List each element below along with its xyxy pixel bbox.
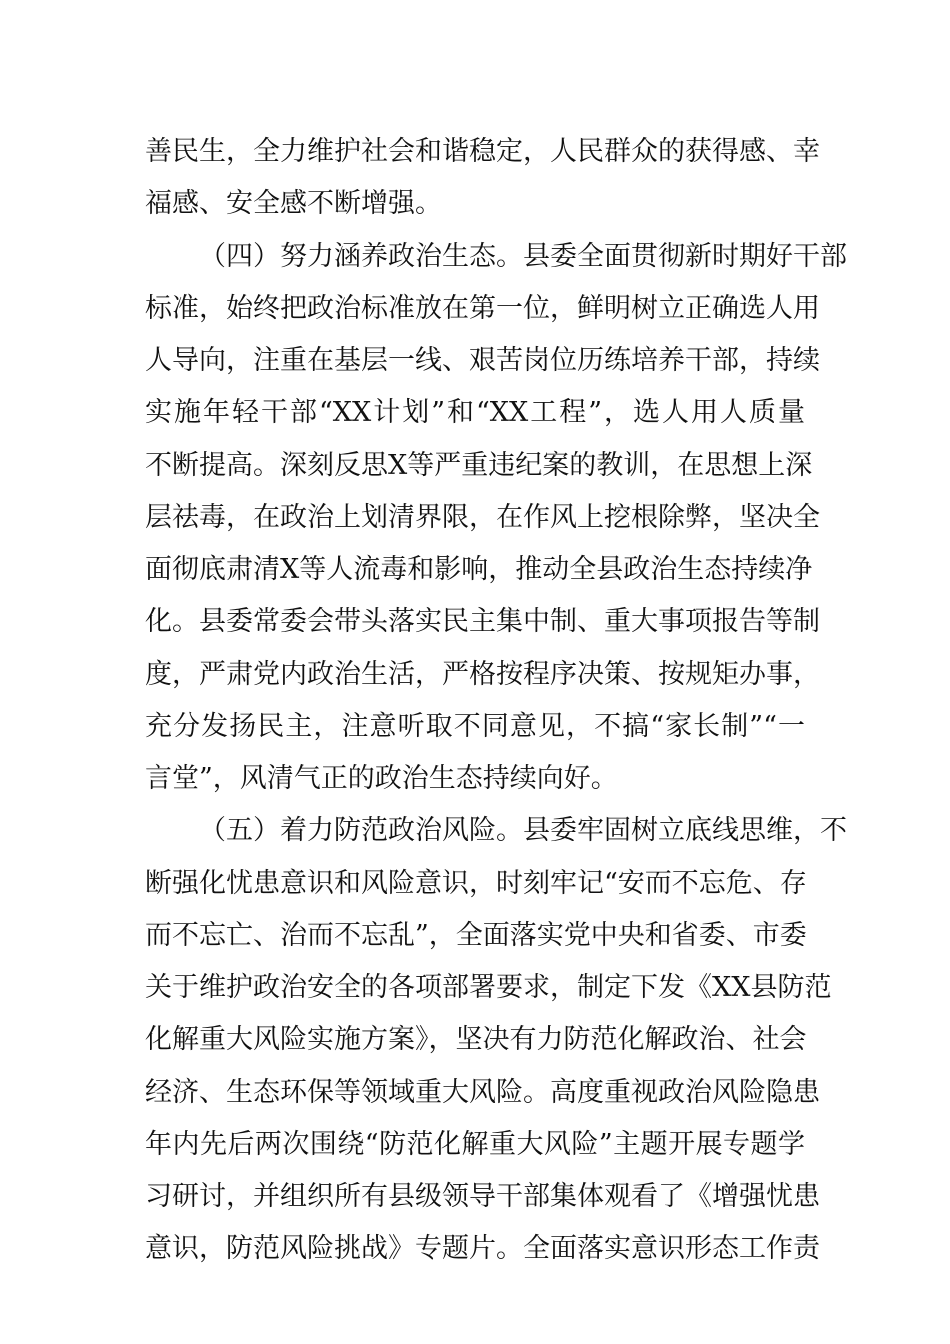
text-line-20: 年内先后两次围绕“防范化解重大风险”主题开展专题学: [145, 1129, 805, 1160]
text-line-13: 言堂”，风清气正的政治生态持续向好。: [145, 763, 618, 794]
text-line-21: 习研讨，并组织所有县级领导干部集体观看了《增强忧患: [145, 1181, 820, 1212]
text-line-15: 断强化忧患意识和风险意识，时刻牢记“安而不忘危、存: [145, 868, 807, 899]
text-line-8: 层祛毒，在政治上划清界限，在作风上挖根除弊，坚决全: [145, 502, 820, 533]
text-line-19: 经济、生态环保等领域重大风险。高度重视政治风险隐患: [145, 1077, 820, 1108]
text-line-14: （五）着力防范政治风险。县委牢固树立底线思维，不: [199, 815, 847, 846]
text-line-10: 化。县委常委会带头落实民主集中制、重大事项报告等制: [145, 606, 820, 637]
text-line-2: 福感、安全感不断增强。: [145, 188, 442, 219]
text-line-1: 善民生，全力维护社会和谐稳定，人民群众的获得感、幸: [145, 136, 820, 167]
text-line-5: 人导向，注重在基层一线、艰苦岗位历练培养干部，持续: [145, 345, 820, 376]
text-line-22: 意识，防范风险挑战》专题片。全面落实意识形态工作责: [145, 1233, 820, 1264]
text-line-3: （四）努力涵养政治生态。县委全面贯彻新时期好干部: [199, 241, 847, 272]
text-line-6: 实施年轻干部“XX计划”和“XX工程”，选人用人质量: [145, 397, 805, 428]
text-line-11: 度，严肃党内政治生活，严格按程序决策、按规矩办事，: [145, 659, 820, 690]
text-line-16: 而不忘亡、治而不忘乱”，全面落实党中央和省委、市委: [145, 920, 807, 951]
text-line-9: 面彻底肃清X等人流毒和影响，推动全县政治生态持续净: [145, 554, 813, 585]
text-line-7: 不断提高。深刻反思X等严重违纪案的教训，在思想上深: [145, 450, 813, 481]
text-line-12: 充分发扬民主，注意听取不同意见，不搞“家长制”“一: [145, 711, 805, 742]
text-line-17: 关于维护政治安全的各项部署要求，制定下发《XX县防范: [145, 972, 832, 1003]
text-line-4: 标准，始终把政治标准放在第一位，鲜明树立正确选人用: [145, 293, 820, 324]
text-line-18: 化解重大风险实施方案》，坚决有力防范化解政治、社会: [145, 1024, 807, 1055]
